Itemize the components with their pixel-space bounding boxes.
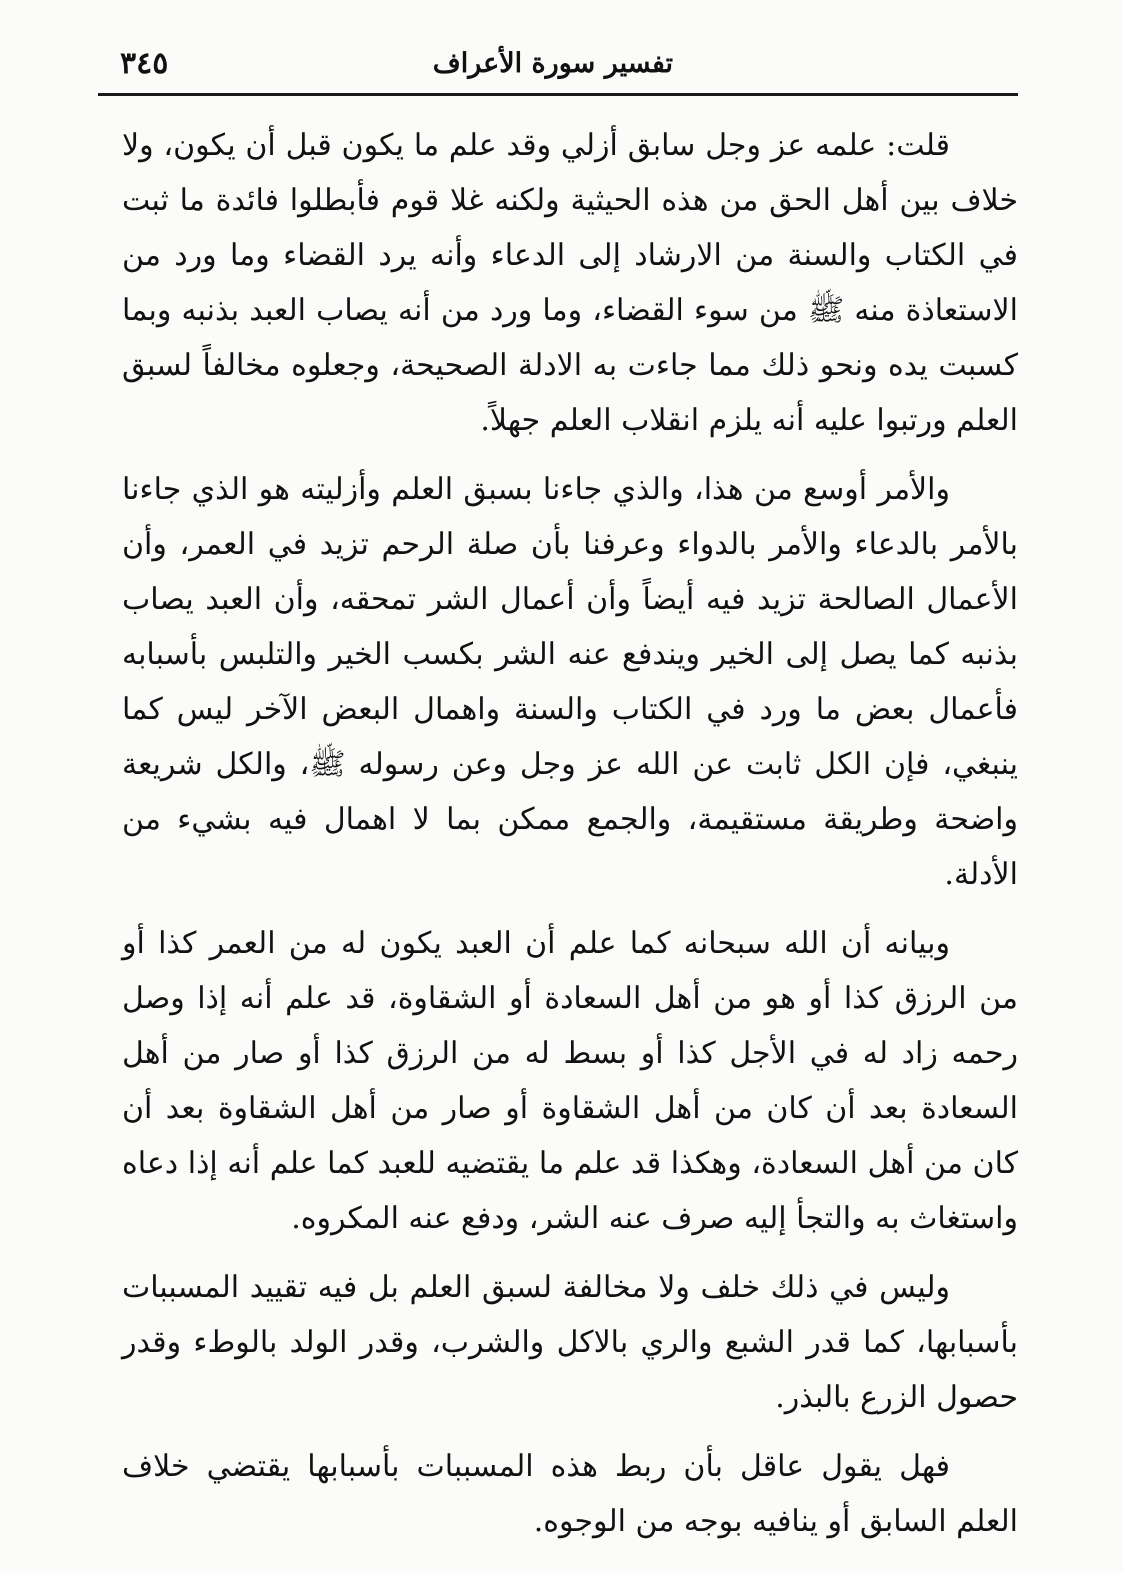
running-header [98,44,1018,90]
page-number: ٣٤٥ [120,46,169,81]
header-divider [98,93,1018,96]
paragraph-1: قلت: علمه عز وجل سابق أزلي وقد علم ما يكون قبل أن يكون، ولا خلاف بين أهل الحق من هذه الحيثية ولكنه غلا قوم فأبطلوا فائدة ما ثبت في الكتاب والسنة من الارشاد إلى الدعاء وأنه يرد القضاء وما ورد من الاستعاذة منه ﷺ من سوء القضاء، وما ورد من أنه يصاب العبد بذنبه وبما كسبت يده ونحو ذلك مما جاءت به الادلة الصحيحة، وجعلوه مخالفاً لسبق العلم ورتبوا عليه أنه يلزم انقلاب العلم جهلاً. [122,128,1018,438]
page-body [122,118,1018,1549]
paragraph-2: والأمر أوسع من هذا، والذي جاءنا بسبق العلم وأزليته هو الذي جاءنا بالأمر بالدعاء والأمر بالدواء وعرفنا بأن صلة الرحم تزيد في العمر، وأن الأعمال الصالحة تزيد فيه أيضاً وأن أعمال الشر تمحقه، وأن العبد يصاب بذنبه كما يصل إلى الخير ويندفع عنه الشر بكسب الخير والتلبس بأسبابه فأعمال بعض ما ورد في الكتاب والسنة واهمال البعض الآخر ليس كما ينبغي، فإن الكل ثابت عن الله عز وجل وعن رسوله ﷺ، والكل شريعة واضحة وطريقة مستقيمة، والجمع ممكن بما لا اهمال فيه بشيء من الأدلة. [122,472,1018,892]
paragraph-4: وليس في ذلك خلف ولا مخالفة لسبق العلم بل فيه تقييد المسببات بأسبابها، كما قدر الشبع والري بالاكل والشرب، وقدر الولد بالوطء وقدر حصول الزرع بالبذر. [122,1270,1018,1415]
paragraph-3: وبيانه أن الله سبحانه كما علم أن العبد يكون له من العمر كذا أو من الرزق كذا أو هو من أهل السعادة أو الشقاوة، قد علم أنه إذا وصل رحمه زاد له في الأجل كذا أو بسط له من الرزق كذا أو صار من أهل السعادة بعد أن كان من أهل الشقاوة أو صار من أهل الشقاوة بعد أن كان من أهل السعادة، وهكذا قد علم ما يقتضيه للعبد كما علم أنه إذا دعاه واستغاث به والتجأ إليه صرف عنه الشر، ودفع عنه المكروه. [122,926,1018,1236]
paragraph-5: فهل يقول عاقل بأن ربط هذه المسببات بأسبابها يقتضي خلاف العلم السابق أو ينافيه بوجه من الوجوه. [122,1449,1018,1539]
header-title: تفسير سورة الأعراف [432,48,673,79]
